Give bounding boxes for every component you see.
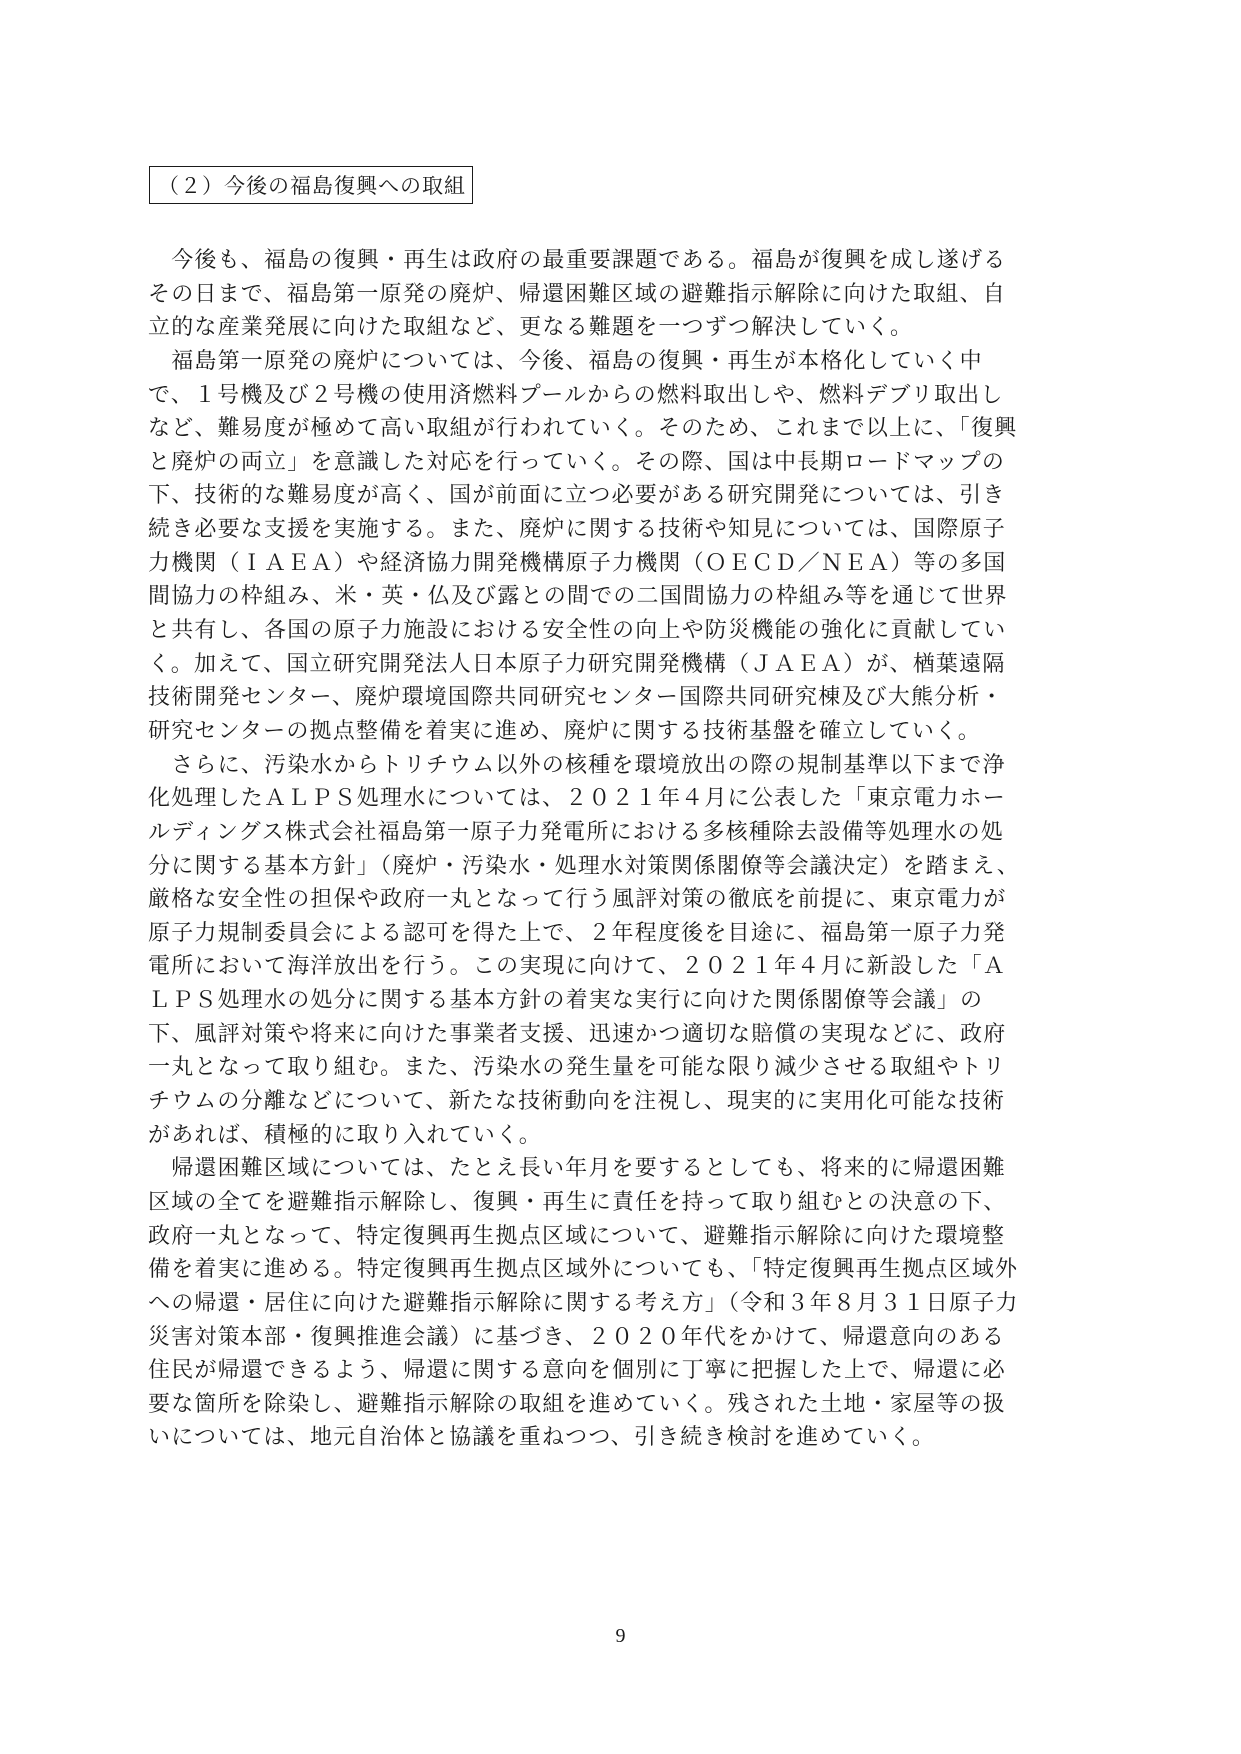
text-line: チウムの分離などについて、新たな技術動向を注視し、現実的に実用化可能な技術 bbox=[148, 1089, 1006, 1115]
text-line: と廃炉の両立」を意識した対応を行っていく。その際、国は中長期ロードマップの bbox=[148, 449, 1006, 475]
text-line: 政府一丸となって、特定復興再生拠点区域について、避難指示解除に向けた環境整 bbox=[148, 1223, 1006, 1249]
text-line: いについては、地元自治体と協議を重ねつつ、引き続き検討を進めていく。 bbox=[148, 1425, 936, 1451]
text-line: など、難易度が極めて高い取組が行われていく。そのため、これまで以上に、「復興 bbox=[148, 416, 1018, 442]
text-line: 研究センターの拠点整備を着実に進め、廃炉に関する技術基盤を確立していく。 bbox=[148, 718, 982, 744]
text-line: 電所において海洋放出を行う。この実現に向けて、２０２１年４月に新設した「Ａ bbox=[148, 954, 1006, 980]
text-line: 要な箇所を除染し、避難指示解除の取組を進めていく。残された土地・家屋等の扱 bbox=[148, 1391, 1006, 1417]
text-line: 福島第一原発の廃炉については、今後、福島の復興・再生が本格化していく中 bbox=[148, 348, 983, 374]
text-line: 下、技術的な難易度が高く、国が前面に立つ必要がある研究開発については、引き bbox=[148, 483, 1006, 509]
body-text bbox=[148, 244, 1088, 1455]
text-line: 住民が帰還できるよう、帰還に関する意向を個別に丁寧に把握した上で、帰還に必 bbox=[148, 1358, 1006, 1384]
text-line: ルディングス株式会社福島第一原子力発電所における多核種除去設備等処理水の処 bbox=[148, 819, 1004, 845]
text-line: 区域の全てを避難指示解除し、復興・再生に責任を持って取り組むとの決意の下、 bbox=[148, 1189, 1007, 1215]
text-line: 厳格な安全性の担保や政府一丸となって行う風評対策の徹底を前提に、東京電力が bbox=[148, 887, 1007, 913]
text-line: 立的な産業発展に向けた取組など、更なる難題を一つずつ解決していく。 bbox=[148, 315, 914, 341]
text-line: 帰還困難区域については、たとえ長い年月を要するとしても、将来的に帰還困難 bbox=[148, 1156, 1006, 1182]
text-line: 下、風評対策や将来に向けた事業者支援、迅速かつ適切な賠償の実現などに、政府 bbox=[148, 1021, 1007, 1047]
text-line: 技術開発センター、廃炉環境国際共同研究センター国際共同研究棟及び大熊分析・ bbox=[148, 685, 1004, 711]
text-line: 一丸となって取り組む。また、汚染水の発生量を可能な限り減少させる取組やトリ bbox=[148, 1055, 1006, 1081]
text-line: があれば、積極的に取り入れていく。 bbox=[148, 1122, 542, 1148]
text-line: 力機関（ＩＡＥＡ）や経済協力開発機構原子力機関（ＯＥＣＤ／ＮＥＡ）等の多国 bbox=[148, 550, 1007, 576]
text-line: 間協力の枠組み、米・英・仏及び露との間での二国間協力の枠組み等を通じて世界 bbox=[148, 584, 1008, 610]
text-line: 備を着実に進める。特定復興再生拠点区域外についても、「特定復興再生拠点区域外 bbox=[148, 1257, 1019, 1283]
section-heading: （２）今後の福島復興への取組 bbox=[149, 166, 473, 204]
text-line: その日まで、福島第一原発の廃炉、帰還困難区域の避難指示解除に向けた取組、自 bbox=[148, 281, 1006, 307]
text-line: 今後も、福島の復興・再生は政府の最重要課題である。福島が復興を成し遂げる bbox=[148, 248, 1007, 273]
text-line: 続き必要な支援を実施する。また、廃炉に関する技術や知見については、国際原子 bbox=[148, 517, 1006, 543]
page-number: 9 bbox=[615, 1625, 626, 1647]
text-line: く。加えて、国立研究開発法人日本原子力研究開発機構（ＪＡＥＡ）が、楢葉遠隔 bbox=[148, 651, 1006, 677]
text-line: で、１号機及び２号機の使用済燃料プールからの燃料取出しや、燃料デブリ取出し bbox=[148, 382, 1004, 408]
text-line: 原子力規制委員会による認可を得た上で、２年程度後を目途に、福島第一原子力発 bbox=[148, 920, 1006, 946]
text-line: 化処理したＡＬＰＳ処理水については、２０２１年４月に公表した「東京電力ホー bbox=[148, 786, 1006, 812]
text-line: への帰還・居住に向けた避難指示解除に関する考え方」（令和３年８月３１日原子力 bbox=[148, 1290, 1019, 1316]
text-line: さらに、汚染水からトリチウム以外の核種を環境放出の際の規制基準以下まで浄 bbox=[148, 752, 1006, 778]
text-line: ＬＰＳ処理水の処分に関する基本方針の着実な実行に向けた関係閣僚等会議」の bbox=[148, 988, 984, 1014]
text-line: 災害対策本部・復興推進会議）に基づき、２０２０年代をかけて、帰還意向のある bbox=[148, 1324, 1006, 1350]
text-line: と共有し、各国の原子力施設における安全性の向上や防災機能の強化に貢献してい bbox=[148, 618, 1007, 644]
text-line: 分に関する基本方針」（廃炉・汚染水・処理水対策関係閣僚等会議決定）を踏まえ、 bbox=[148, 853, 1020, 879]
